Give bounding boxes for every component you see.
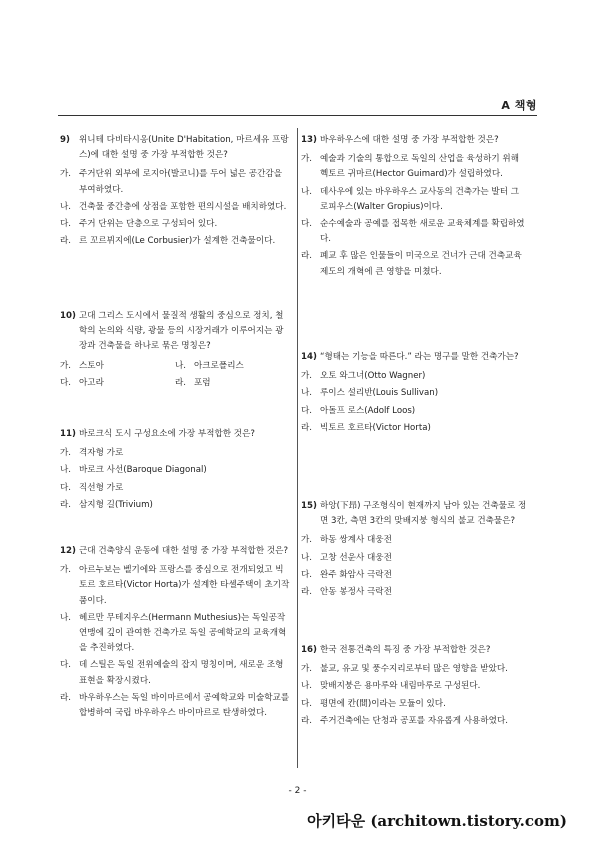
option-ga[interactable] <box>60 446 290 461</box>
option-label: 나. <box>301 186 313 197</box>
option-text: 데 스틸은 독일 전위예술의 잡지 명칭이며, 새로운 조형표현을 확장시켰다. <box>79 660 284 686</box>
option-list <box>60 446 290 513</box>
option-ga[interactable] <box>301 369 527 384</box>
question-14 <box>301 350 527 438</box>
option-label: 나. <box>60 612 72 623</box>
question-16 <box>301 643 527 731</box>
option-text: 바우하우스는 독일 바이마르에서 공예학교와 미술학교를 합병하여 국립 바우하우스 바이마르로 탄생하였다. <box>79 692 290 719</box>
option-text: 직선형 가로 <box>79 482 124 493</box>
option-ra[interactable] <box>60 691 290 721</box>
option-na[interactable] <box>301 386 527 401</box>
option-na[interactable] <box>175 359 290 374</box>
option-label: 라. <box>60 692 72 703</box>
option-label: 가. <box>60 360 72 371</box>
question-text: 근대 건축양식 운동에 대한 설명 중 가장 부적합한 것은? <box>79 546 289 556</box>
option-na[interactable] <box>60 463 290 478</box>
option-label: 다. <box>60 660 72 671</box>
option-text: 오토 와그너(Otto Wagner) <box>320 371 426 382</box>
option-text: 안동 봉정사 극락전 <box>320 587 392 598</box>
option-label: 가. <box>60 169 72 180</box>
watermark: 아키타운 (architown.tistory.com) <box>307 812 567 830</box>
option-text: 아돌프 로스(Adolf Loos) <box>320 405 416 416</box>
option-label: 라. <box>60 499 72 510</box>
question-number: 10) <box>60 311 76 321</box>
option-list <box>60 563 290 721</box>
header-rule <box>58 115 537 116</box>
option-text: 포럼 <box>194 377 211 388</box>
option-text: 스토아 <box>79 360 104 371</box>
column-divider <box>297 128 298 768</box>
option-list <box>301 662 527 729</box>
option-text: 루이스 설리반(Louis Sullivan) <box>320 388 439 399</box>
question-text: 위니테 다비타시옹(Unite D'Habitation, 마르세유 프랑스)에 대한 설명 중 가장 부적합한 것은? <box>79 135 289 161</box>
question-stem <box>60 544 290 559</box>
option-ra[interactable] <box>301 421 527 436</box>
option-label: 가. <box>301 154 313 165</box>
option-na[interactable] <box>60 200 290 215</box>
question-stem <box>60 427 290 442</box>
question-stem <box>301 350 527 365</box>
option-text: 완주 화암사 극락전 <box>320 569 392 580</box>
option-na[interactable] <box>301 185 527 215</box>
option-ga[interactable] <box>60 359 175 374</box>
question-stem <box>301 499 527 529</box>
option-label: 다. <box>301 405 313 416</box>
option-label: 라. <box>60 236 72 247</box>
option-text: 아크로폴리스 <box>194 360 244 371</box>
option-da[interactable] <box>60 217 290 232</box>
question-13 <box>301 133 527 282</box>
option-ga[interactable] <box>60 167 290 197</box>
option-label: 가. <box>301 535 313 546</box>
question-text: 바로크식 도시 구성요소에 가장 부적합한 것은? <box>79 429 255 439</box>
option-da[interactable] <box>60 376 175 391</box>
option-label: 가. <box>301 371 313 382</box>
option-text: 폐교 후 많은 인물들이 미국으로 건너가 근대 건축교육제도의 개혁에 큰 영향을 미쳤다. <box>320 251 522 277</box>
option-label: 가. <box>60 565 72 576</box>
option-ga[interactable] <box>301 533 527 548</box>
option-label: 가. <box>301 664 313 675</box>
option-text: 불교, 유교 및 풍수지리로부터 많은 영향을 받았다. <box>320 664 508 675</box>
option-da[interactable] <box>301 568 527 583</box>
option-ra[interactable] <box>301 249 527 279</box>
option-text: 맞배지붕은 용마루와 내림마루로 구성된다. <box>320 681 481 692</box>
question-text: 하앙(下昻) 구조형식이 현재까지 남아 있는 건축물로 정면 3칸, 측면 3칸의 맞배지붕 형식의 불교 건축물은? <box>320 501 527 527</box>
question-text: 고대 그리스 도시에서 물질적 생활의 중심으로 정치, 철학의 논의와 식량, 광물 등의 시장거래가 이루어지는 광장과 건축물을 하나로 묶은 명칭은? <box>79 311 284 352</box>
option-text: 아고라 <box>79 377 104 388</box>
option-da[interactable] <box>301 217 527 247</box>
question-number: 14) <box>301 352 317 362</box>
booklet-type-label: A 책형 <box>501 99 537 112</box>
option-label: 다. <box>301 698 313 709</box>
option-list <box>301 369 527 436</box>
option-text: 바로크 사선(Baroque Diagonal) <box>79 465 207 476</box>
option-da[interactable] <box>301 404 527 419</box>
option-da[interactable] <box>60 481 290 496</box>
option-label: 라. <box>301 251 313 262</box>
option-label: 라. <box>301 587 313 598</box>
question-number: 13) <box>301 135 317 145</box>
option-text: 순수예술과 공예를 접목한 새로운 교육체계를 확립하였다. <box>320 219 525 245</box>
option-label: 나. <box>60 201 72 212</box>
option-text: 하동 쌍계사 대웅전 <box>320 535 392 546</box>
option-na[interactable] <box>301 551 527 566</box>
question-number: 12) <box>60 546 76 556</box>
option-text: 주거건축에는 단청과 공포를 자유롭게 사용하였다. <box>320 715 508 726</box>
option-ga[interactable] <box>301 662 527 677</box>
option-da[interactable] <box>301 697 527 712</box>
option-text: 건축물 중간층에 상점을 포함한 편의시설을 배치하였다. <box>79 201 287 212</box>
option-list <box>60 167 290 249</box>
option-label: 다. <box>301 219 313 230</box>
option-list <box>301 533 527 600</box>
question-number: 16) <box>301 645 317 655</box>
option-label: 라. <box>301 715 313 726</box>
option-text: 주거단위 외부에 로지아(발코니)를 두어 넓은 공간감을 부여하였다. <box>79 169 282 195</box>
option-ra[interactable] <box>60 498 290 513</box>
option-label: 나. <box>301 388 313 399</box>
option-label: 다. <box>60 219 72 230</box>
option-text: 헤르만 무테지우스(Hermann Muthesius)는 독일공작연맹에 깊이 관여한 건축가로 독일 공예학교의 교육개혁을 추진하였다. <box>79 612 287 654</box>
option-label: 나. <box>301 681 313 692</box>
question-11 <box>60 427 290 515</box>
question-stem <box>60 133 290 163</box>
option-label: 라. <box>175 377 187 388</box>
option-label: 다. <box>301 569 313 580</box>
option-text: 예술과 기술의 통합으로 독일의 산업을 육성하기 위해 헥토르 귀마르(Hector Guimard)가 설립하였다. <box>320 154 520 180</box>
option-da[interactable] <box>60 658 290 688</box>
option-text: 삼지형 길(Trivium) <box>79 499 153 510</box>
option-na[interactable] <box>301 679 527 694</box>
question-stem <box>301 133 527 148</box>
option-text: 주거 단위는 단층으로 구성되어 있다. <box>79 219 218 230</box>
question-text: “형태는 기능을 따른다.” 라는 명구를 말한 건축가는? <box>320 352 519 362</box>
question-12 <box>60 544 290 723</box>
question-stem <box>301 643 527 658</box>
question-number: 15) <box>301 501 317 511</box>
question-15 <box>301 499 527 602</box>
question-number: 11) <box>60 429 76 439</box>
option-label: 가. <box>60 448 72 459</box>
option-ra[interactable] <box>60 234 290 249</box>
option-label: 나. <box>175 360 187 371</box>
option-text: 평면에 칸(間)이라는 모듈이 있다. <box>320 698 446 709</box>
option-label: 라. <box>301 422 313 433</box>
option-text: 격자형 가로 <box>79 448 124 459</box>
option-list <box>60 359 290 391</box>
option-text: 르 꼬르뷔지에(Le Corbusier)가 설계한 건축물이다. <box>79 236 276 247</box>
question-number: 9) <box>60 135 70 145</box>
question-9 <box>60 133 290 251</box>
option-text: 데사우에 있는 바우하우스 교사동의 건축가는 발터 그로피우스(Walter Gropius)이다. <box>320 186 520 212</box>
question-10 <box>60 309 290 393</box>
page-number: - 2 - <box>288 786 307 796</box>
question-stem <box>60 309 290 355</box>
option-ra[interactable] <box>301 714 527 729</box>
option-label: 나. <box>301 552 313 563</box>
option-text: 고창 선운사 대웅전 <box>320 552 392 563</box>
option-label: 다. <box>60 377 72 388</box>
option-ga[interactable] <box>60 563 290 609</box>
question-text: 한국 전통건축의 특징 중 가장 부적합한 것은? <box>320 645 491 655</box>
option-ga[interactable] <box>301 152 527 182</box>
option-na[interactable] <box>60 611 290 657</box>
option-ra[interactable] <box>301 585 527 600</box>
option-label: 다. <box>60 482 72 493</box>
option-ra[interactable] <box>175 376 290 391</box>
option-label: 나. <box>60 465 72 476</box>
option-text: 아르누보는 벨기에와 프랑스를 중심으로 전개되었고 빅토르 호르타(Victor Horta)가 설계한 타셀주택이 초기작품이다. <box>79 565 290 606</box>
option-text: 빅토르 호르타(Victor Horta) <box>320 422 431 433</box>
option-list <box>301 152 527 280</box>
question-text: 바우하우스에 대한 설명 중 가장 부적합한 것은? <box>320 135 499 145</box>
